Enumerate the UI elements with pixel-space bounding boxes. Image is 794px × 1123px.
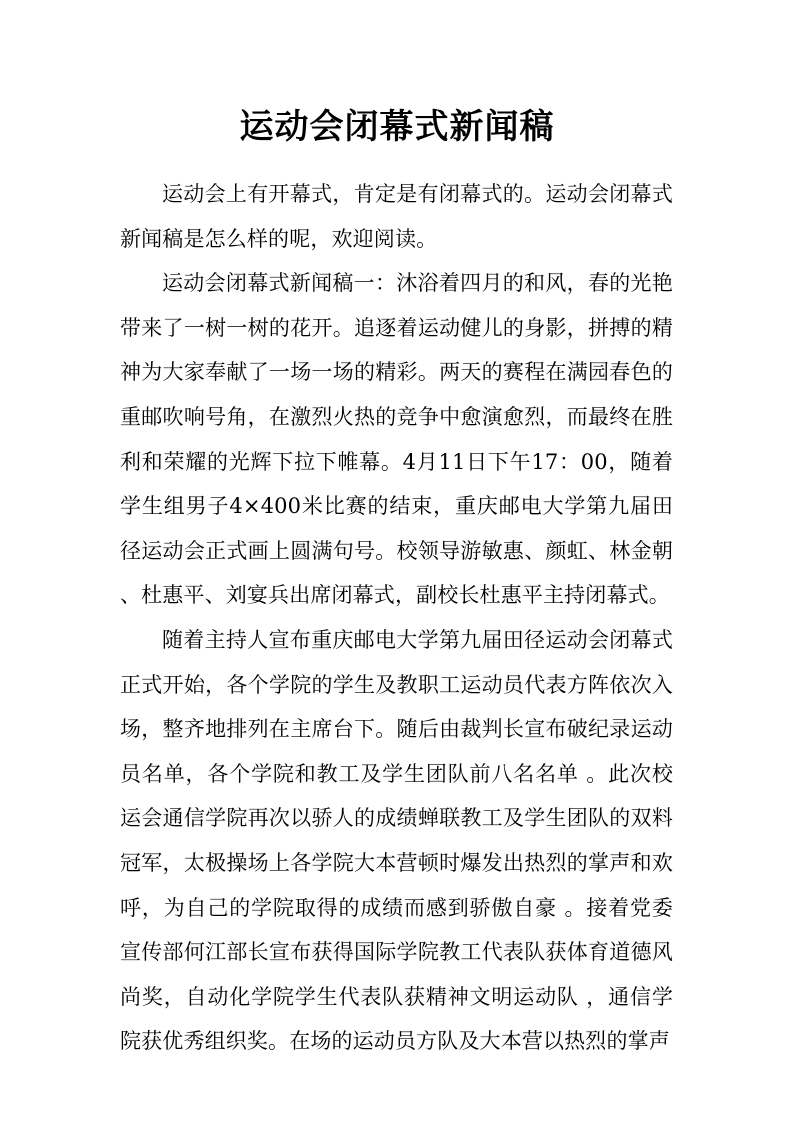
paragraph-intro: 运动会上有开幕式，肯定是有闭幕式的。运动会闭幕式新闻稿是怎么样的呢，欢迎阅读。 xyxy=(120,182,673,251)
paragraph-news-one: 运动会闭幕式新闻稿一：沐浴着四月的和风，春的光艳带来了一树一树的花开。追逐着运动健儿的身影，拼搏的精神为大家奉献了一场一场的精彩。两天的赛程在满园春色的重邮吹响号角，在激烈火热的竞争中愈演愈烈，而最终在胜利和荣耀的光辉下拉下帷幕。4月11日下午17：00，随着学生组男子4×400米比赛的结束，重庆邮电大学第九届田径运动会正式画上圆满句号。校领导游敏惠、颜虹、林金朝、杜惠平、刘宴兵出席闭幕式，副校长杜惠平主持闭幕式。 xyxy=(120,271,673,608)
paragraph-ceremony: 随着主持人宣布重庆邮电大学第九届田径运动会闭幕式正式开始，各个学院的学生及教职工运动员代表方阵依次入场，整齐地排列在主席台下。随后由裁判长宣布破纪录运动员名单，各个学院和教工及学生团队前八名名单 。此次校运会通信学院再次以骄人的成绩蝉联教工及学生团队的双料冠军，太极操场上各学院大本营顿时爆发出热烈的掌声和欢呼，为自己的学院取得的成绩而感到骄傲自豪 。接着党委宣传部何江部长宣布获得国际学院教工代表队获体育道德风尚奖，自动化学院学生代表队获精神文明运动队 ，通信学院获优秀组织奖。在场的运动员方队及大本营以热烈的掌声 xyxy=(120,627,673,1054)
document-body xyxy=(120,172,673,1064)
document-title: 运动会闭幕式新闻稿 xyxy=(239,107,555,147)
